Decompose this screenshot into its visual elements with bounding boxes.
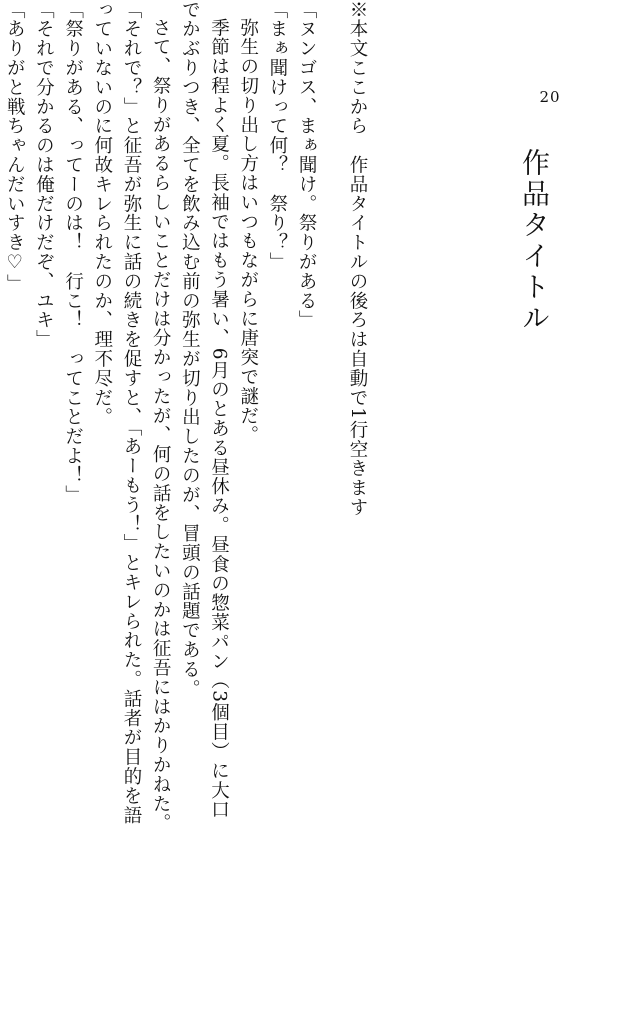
work-title: 作品タイトル — [518, 148, 551, 334]
text-line: 「祭りがある、ってーのは！ 行こ！ ってことだよ！」 — [62, 0, 84, 505]
text-line: さて、祭りがあるらしいことだけは分かったが、何の話をしたいのかは征吾にはかりかねた。 — [150, 18, 172, 833]
text-line: 季節は程よく夏。長袖ではもう暑い、6月のとある昼休み。昼食の惣菜パン（3個目）に大口 — [208, 18, 230, 820]
text-line: っていないのに何故キレられたのか、理不尽だ。 — [91, 0, 113, 427]
body-text — [0, 0, 372, 833]
text-line: 「ヌンゴス、まぁ聞け。祭りがある」 — [296, 0, 318, 330]
page-number: 20 — [539, 88, 561, 106]
text-line: でかぶりつき、全てを飲み込む前の弥生が切り出したのが、冒頭の話題である。 — [179, 0, 201, 699]
text-line: ※本文ここから 作品タイトルの後ろは自動で1行空きます — [347, 0, 368, 518]
text-line: 「まぁ聞けって何？ 祭り？」 — [266, 0, 288, 272]
text-line: 「それで？」と征吾が弥生に話の続きを促すと、「あーもう！」とキレられた。話者が目的を語 — [120, 0, 142, 825]
text-line: 弥生の切り出し方はいつもながらに唐突で謎だ。 — [237, 18, 259, 445]
text-line: 「ありがと戦ちゃんだいすき♡」 — [4, 0, 26, 294]
text-line: 「それで分かるのは俺だけだぞ、ユキ」 — [33, 0, 55, 350]
